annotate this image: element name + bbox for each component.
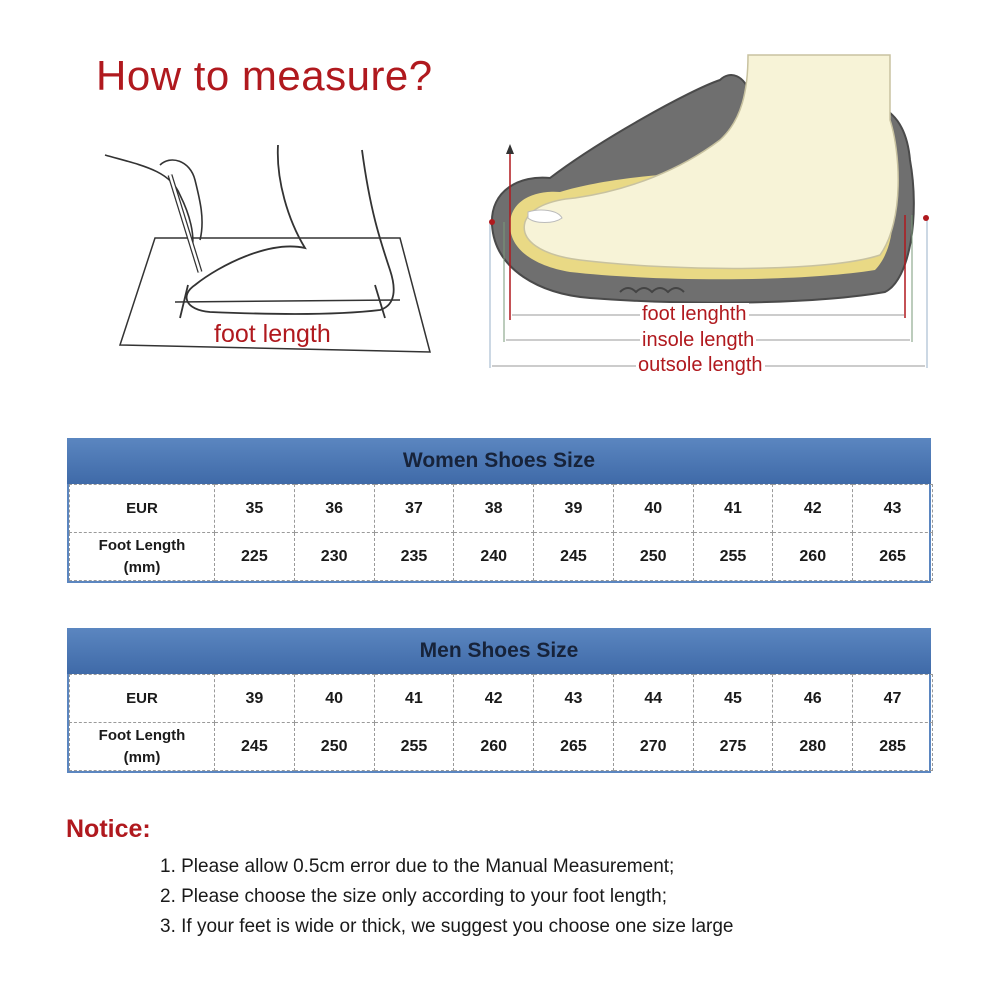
women-table-header [67,438,931,484]
table-cell: 250 [613,533,693,581]
page-title: How to measure? [96,52,433,99]
table-cell: 45 [693,675,773,723]
table-cell: 265 [853,533,933,581]
table-cell: 42 [773,485,853,533]
men-size-table [67,628,931,773]
table-cell: 44 [613,675,693,723]
table-cell: 255 [374,723,454,771]
table-cell: 43 [853,485,933,533]
table-cell: 43 [534,675,614,723]
table-cell: 225 [215,533,295,581]
foot-length-row-label [70,723,215,771]
foot-length-row-label-line1: Foot Length [98,726,186,744]
foot-length-row-label-line1: Foot Length [98,536,186,554]
foot-length-row-label-line2: (mm) [123,558,161,576]
table-cell: 35 [215,485,295,533]
table-cell: 250 [294,723,374,771]
table-row [70,533,933,581]
men-table-title: Men Shoes Size [419,639,579,662]
outsole-length-label: outsole length [638,354,763,376]
table-cell: 260 [773,533,853,581]
men-table-header [67,628,931,674]
table-cell: 38 [454,485,534,533]
notice-item: 2. Please choose the size only according to your foot length; [160,886,667,907]
foot-length-row-label [70,533,215,581]
table-cell: 41 [693,485,773,533]
table-cell: 245 [534,533,614,581]
foot-length-label-left: foot length [214,320,331,348]
table-cell: 42 [454,675,534,723]
insole-length-label: insole length [642,329,755,351]
table-cell: 280 [773,723,853,771]
table-cell: 275 [693,723,773,771]
notice-item: 1. Please allow 0.5cm error due to the Manual Measurement; [160,856,675,877]
table-row [70,723,933,771]
table-cell: 255 [693,533,773,581]
table-cell: 40 [613,485,693,533]
women-size-table [67,438,931,583]
foot-length-label-right: foot lenghth [642,303,747,325]
table-cell: 245 [215,723,295,771]
table-cell: 235 [374,533,454,581]
eur-row-label: EUR [70,675,215,723]
table-cell: 40 [294,675,374,723]
table-row [70,675,933,723]
table-cell: 285 [853,723,933,771]
notice-item: 3. If your feet is wide or thick, we suggest you choose one size large [160,916,734,937]
table-cell: 240 [454,533,534,581]
table-cell: 270 [613,723,693,771]
eur-row-label: EUR [70,485,215,533]
table-cell: 265 [534,723,614,771]
table-cell: 230 [294,533,374,581]
women-table-title: Women Shoes Size [402,449,596,472]
table-cell: 46 [773,675,853,723]
foot-length-row-label-line2: (mm) [123,748,161,766]
table-cell: 41 [374,675,454,723]
table-row [70,485,933,533]
table-cell: 47 [853,675,933,723]
table-cell: 39 [215,675,295,723]
notice-list [160,852,733,942]
table-cell: 36 [294,485,374,533]
table-cell: 37 [374,485,454,533]
table-cell: 39 [534,485,614,533]
table-cell: 260 [454,723,534,771]
notice-title: Notice: [66,815,151,843]
